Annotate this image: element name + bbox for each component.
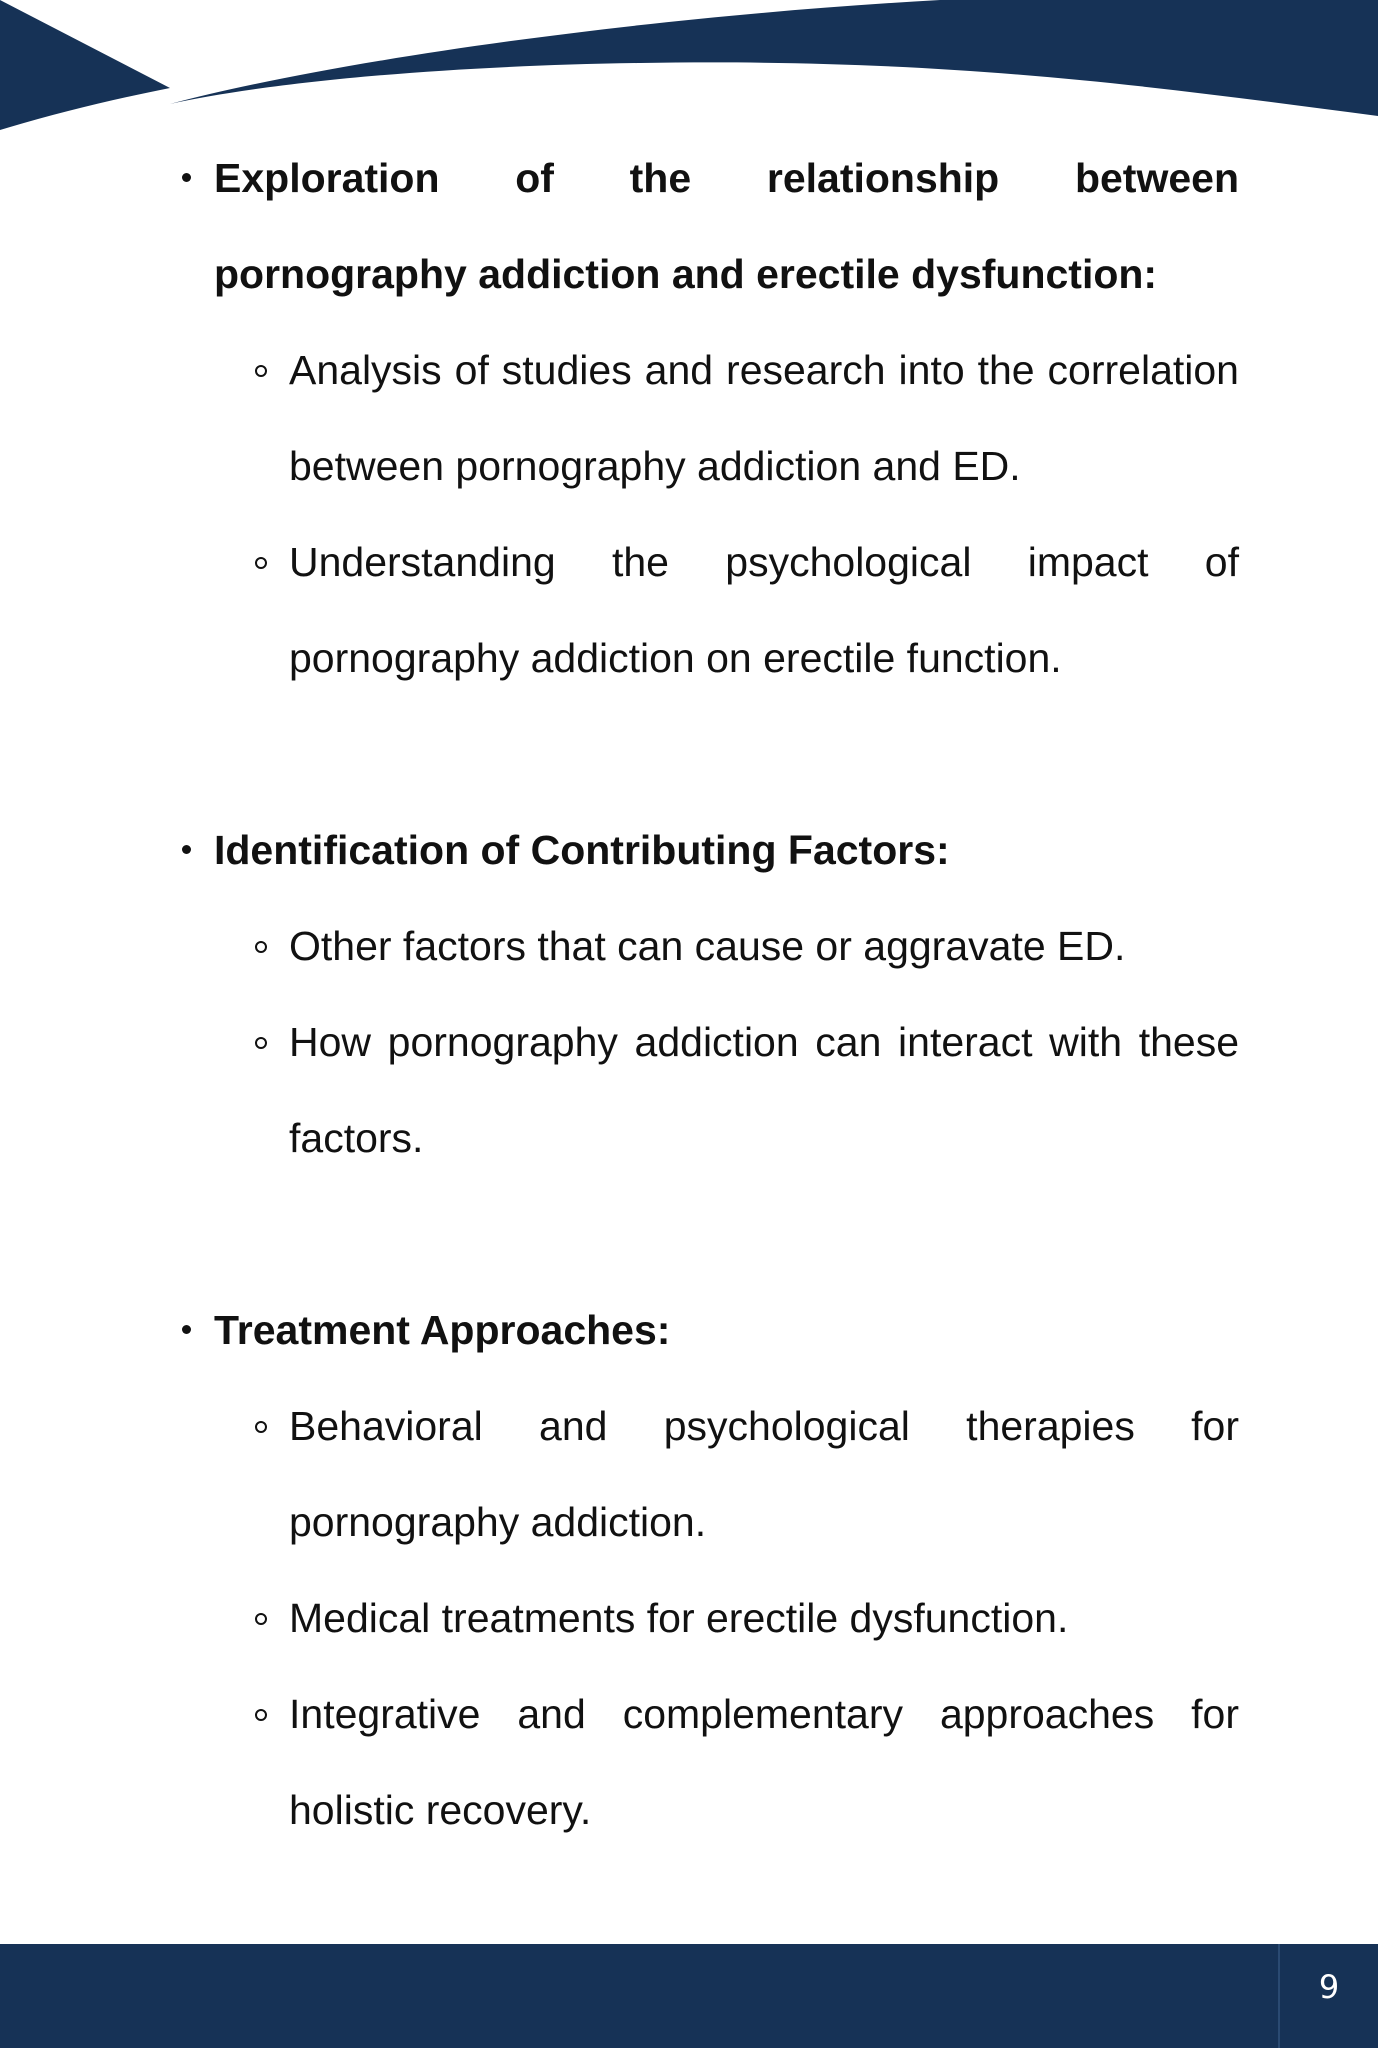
sub-list: [0, 1378, 1378, 1858]
page-number: 9: [1318, 1968, 1340, 2006]
section-treatment-approaches: [0, 1282, 1378, 1858]
sub-list: [0, 898, 1378, 1186]
list-item: Medical treatments for erectile dysfunction.: [289, 1570, 1239, 1666]
document-body: [0, 130, 1378, 1858]
footer-bar: [0, 1944, 1378, 2048]
section-heading: Exploration of the relationship between pornography addiction and erectile dysfunction:: [214, 130, 1239, 322]
section-heading: Identification of Contributing Factors:: [214, 802, 1239, 898]
list-item: Understanding the psychological impact of pornography addiction on erectile function.: [289, 514, 1239, 706]
list-item: Behavioral and psychological therapies for pornography addiction.: [289, 1378, 1239, 1570]
sub-list: [0, 322, 1378, 706]
list-item: Analysis of studies and research into the correlation between pornography addiction and ED.: [289, 322, 1239, 514]
section-contributing-factors: [0, 802, 1378, 1186]
list-item: How pornography addiction can interact with these factors.: [289, 994, 1239, 1186]
section-heading: Treatment Approaches:: [214, 1282, 1239, 1378]
header-wave-decoration: [0, 0, 1378, 140]
section-exploration: [0, 130, 1378, 706]
list-item: Other factors that can cause or aggravate ED.: [289, 898, 1239, 994]
list-item: Integrative and complementary approaches for holistic recovery.: [289, 1666, 1239, 1858]
